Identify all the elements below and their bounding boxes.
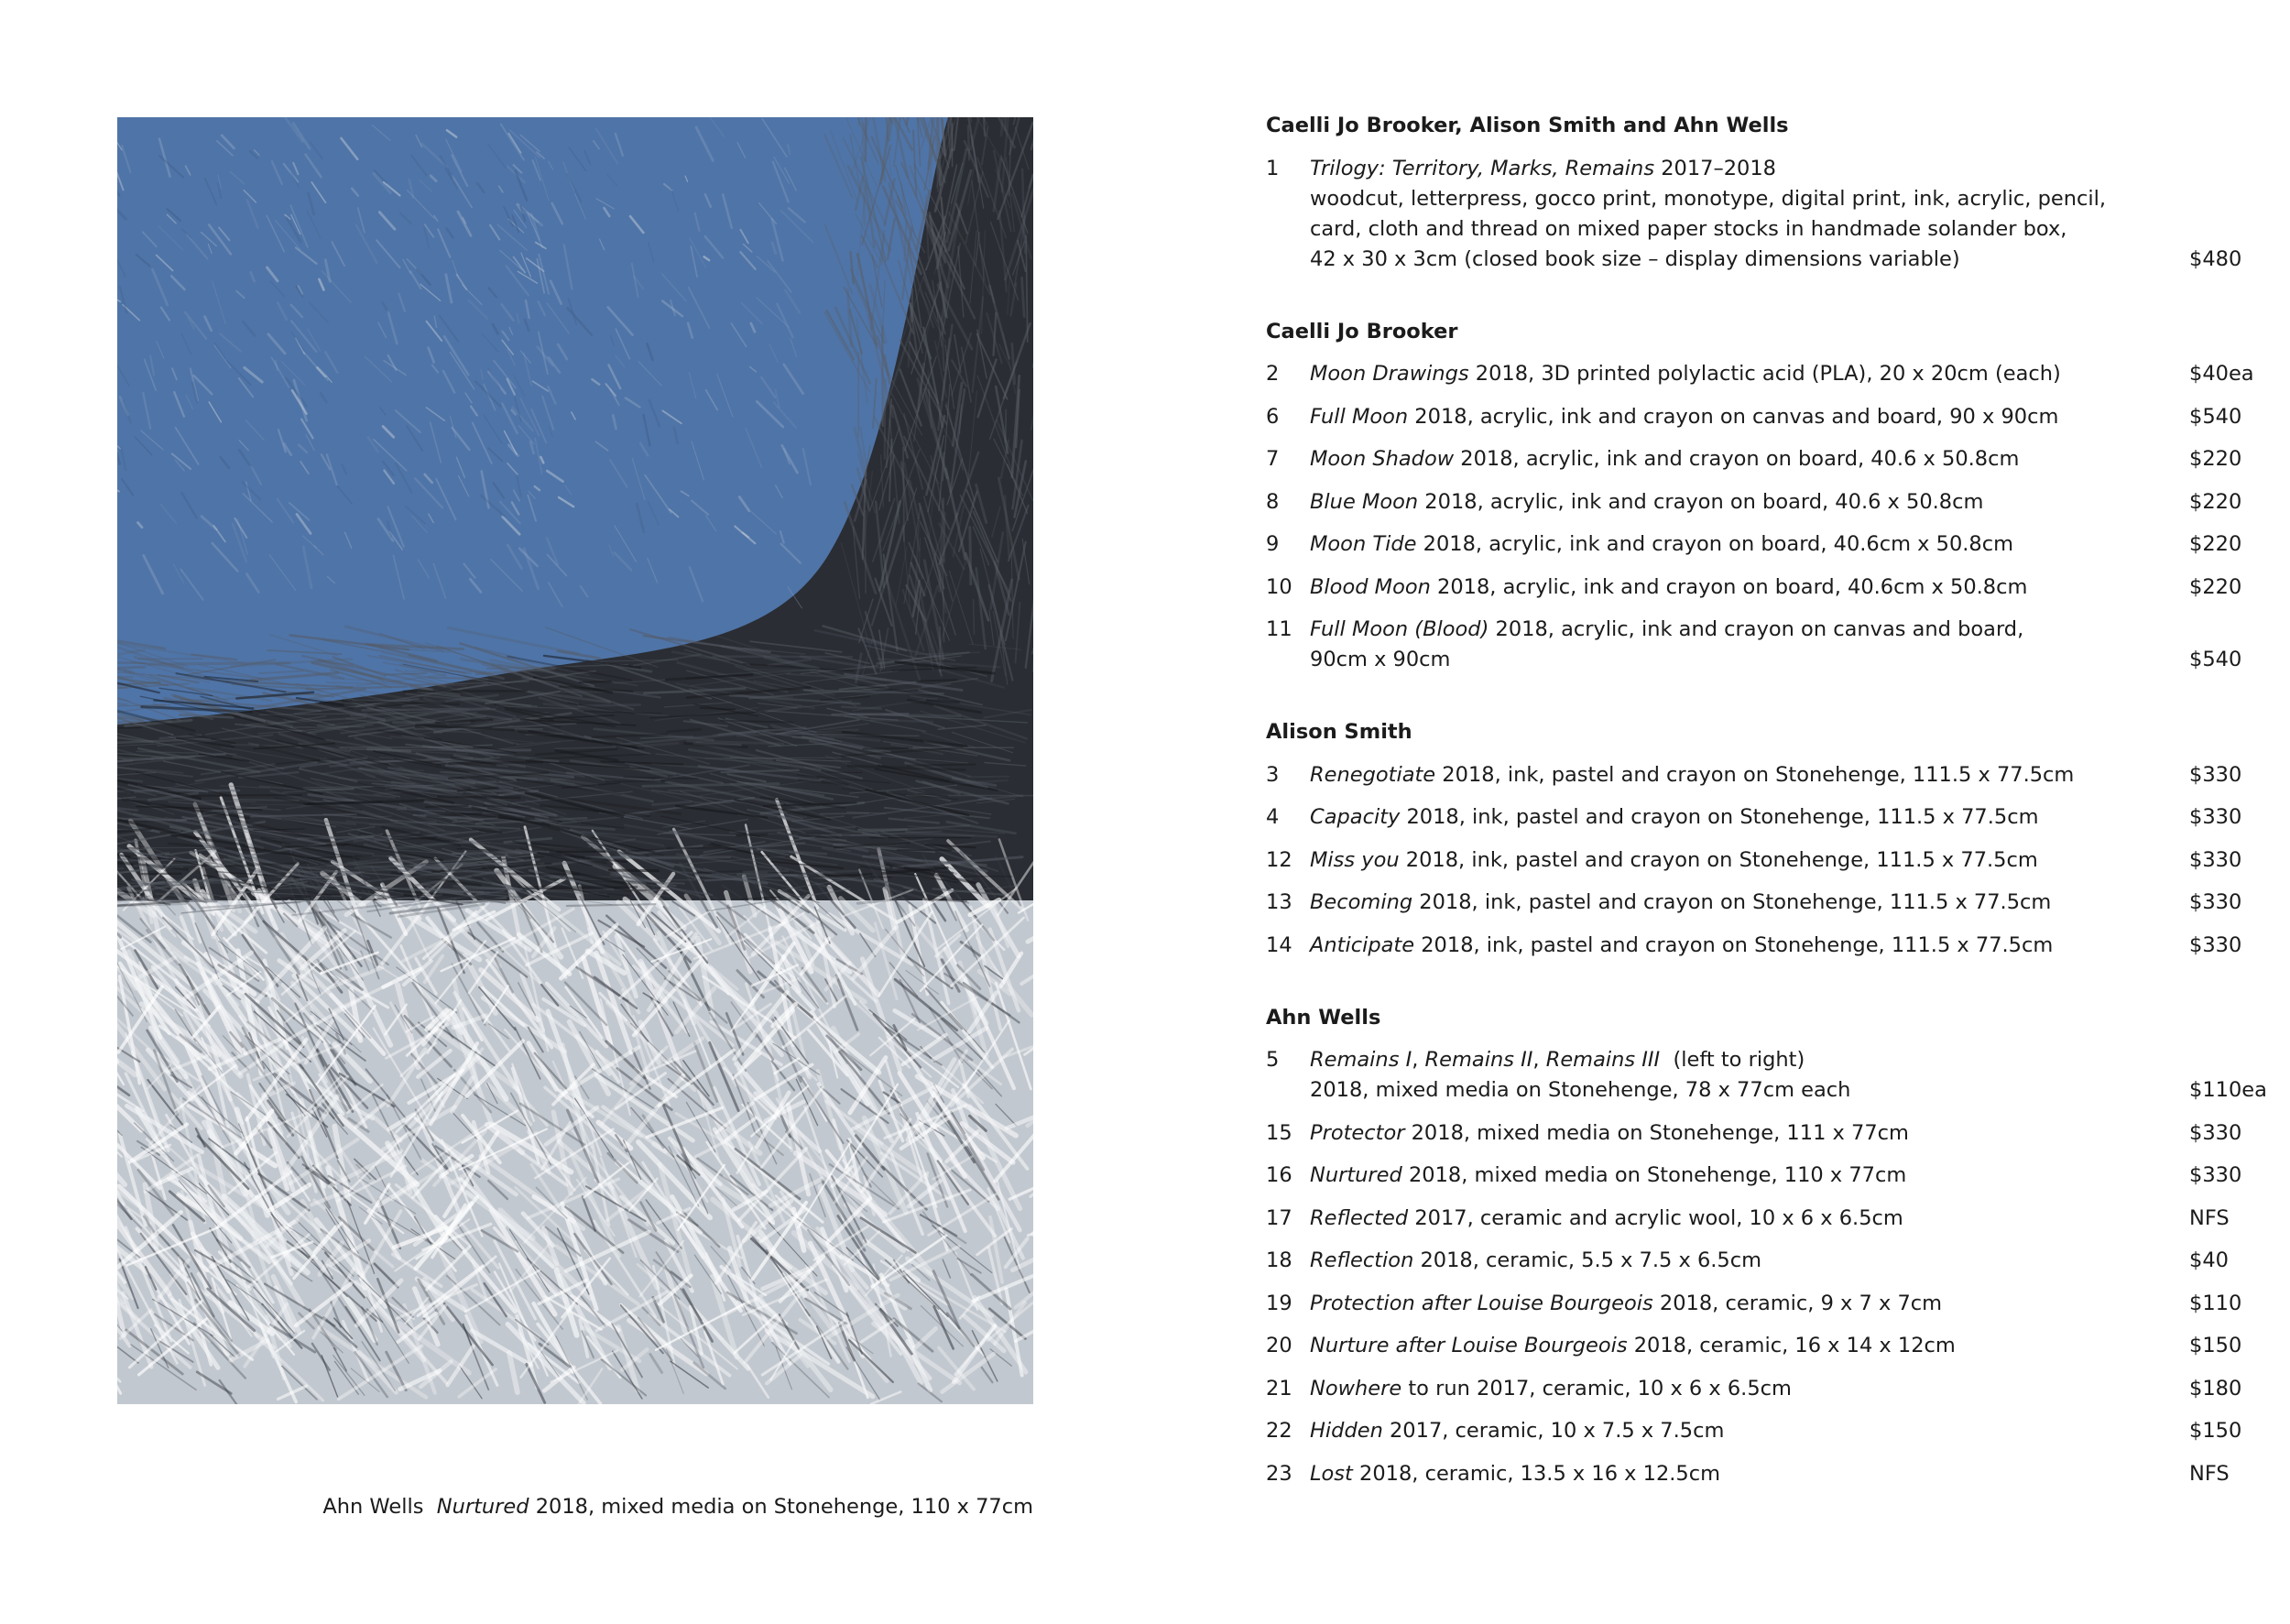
section-ahn-wells (1266, 1003, 2274, 1489)
item-title: Renegotiate (1310, 762, 1436, 787)
item-separator: , (1532, 1048, 1546, 1072)
caption-title: Nurtured (436, 1495, 529, 1519)
item-details: 2017, ceramic, 10 x 7.5 x 7.5cm (1382, 1419, 1725, 1443)
list-item (1266, 1459, 2274, 1489)
price-list (1266, 111, 2274, 1501)
item-title: Remains II (1424, 1048, 1533, 1072)
item-description (1310, 487, 2189, 518)
item-number: 7 (1266, 447, 1280, 471)
item-title: Protection after Louise Bourgeois (1310, 1291, 1653, 1315)
item-number: 6 (1266, 404, 1280, 429)
item-details: 2018, ceramic, 16 x 14 x 12cm (1627, 1334, 1956, 1357)
item-details: to run 2017, ceramic, 10 x 6 x 6.5cm (1401, 1376, 1792, 1401)
item-description (1310, 444, 2189, 474)
item-details: 2018, mixed media on Stonehenge, 110 x 77cm (1401, 1163, 1907, 1187)
list-item (1266, 402, 2274, 432)
item-title: Trilogy: Territory, Marks, Remains (1310, 156, 1655, 180)
item-description (1310, 1045, 2189, 1106)
item-number: 23 (1266, 1461, 1292, 1486)
section-group (1266, 111, 2274, 275)
item-details: 2018, ceramic, 9 x 7 x 7cm (1652, 1291, 1943, 1315)
list-item (1266, 487, 2274, 518)
item-details: 2017–2018 (1654, 156, 1776, 180)
item-price: $330 (2189, 890, 2242, 914)
item-number: 3 (1266, 762, 1280, 787)
caption-artist: Ahn Wells (322, 1495, 424, 1519)
item-title: Anticipate (1310, 932, 1415, 957)
item-number: 19 (1266, 1291, 1292, 1315)
item-description (1310, 802, 2189, 833)
item-details: 2018, acrylic, ink and crayon on board, 40.6 x 50.8cm (1454, 447, 2020, 471)
list-item (1266, 1204, 2274, 1234)
item-title: Hidden (1310, 1419, 1383, 1443)
item-description (1310, 615, 2189, 675)
item-details: 2018, acrylic, ink and crayon on board, 40.6cm x 50.8cm (1430, 574, 2028, 599)
item-details: 2018, ceramic, 5.5 x 7.5 x 6.5cm (1413, 1248, 1762, 1272)
item-price: NFS (2189, 1461, 2230, 1486)
section-caelli-jo-brooker (1266, 317, 2274, 676)
item-details: 2017, ceramic and acrylic wool, 10 x 6 x 6.5cm (1408, 1205, 1903, 1230)
section-alison-smith (1266, 717, 2274, 961)
item-description (1310, 402, 2189, 432)
item-description (1310, 1204, 2189, 1234)
item-details: 2018, ink, pastel and crayon on Stonehenge, 111.5 x 77.5cm (1435, 762, 2075, 787)
item-title: Nowhere (1310, 1376, 1402, 1401)
item-description (1310, 1459, 2189, 1489)
section-heading: Caelli Jo Brooker (1266, 319, 1458, 343)
item-number: 16 (1266, 1163, 1292, 1187)
item-number: 22 (1266, 1419, 1292, 1443)
item-price: $220 (2189, 532, 2242, 556)
item-description (1310, 1374, 2189, 1404)
item-title: Blue Moon (1310, 489, 1419, 514)
list-item (1266, 1045, 2274, 1106)
item-description (1310, 529, 2189, 560)
item-title: Remains I (1310, 1048, 1412, 1072)
item-title: Lost (1310, 1461, 1353, 1486)
item-price: $40ea (2189, 362, 2254, 386)
item-description (1310, 888, 2189, 918)
item-description (1310, 1118, 2189, 1149)
item-details: 2018, ink, pastel and crayon on Stonehenge, 111.5 x 77.5cm (1399, 847, 2038, 872)
item-title: Miss you (1310, 847, 1400, 872)
item-title: Protector (1310, 1120, 1405, 1145)
item-description (1310, 154, 2189, 275)
item-description (1310, 760, 2189, 790)
item-details: 2018, acrylic, ink and crayon on canvas and board, 90 x 90cm (1408, 404, 2059, 429)
item-description (1310, 1416, 2189, 1446)
item-description (1310, 1246, 2189, 1276)
item-title: Reflected (1310, 1205, 1409, 1230)
item-number: 21 (1266, 1376, 1292, 1401)
list-item (1266, 615, 2274, 675)
item-price: NFS (2189, 1205, 2230, 1230)
item-price: $150 (2189, 1334, 2242, 1357)
item-price: $220 (2189, 447, 2242, 471)
item-details: 2018, acrylic, ink and crayon on board, 40.6 x 50.8cm (1418, 489, 1984, 514)
item-details: 2018, mixed media on Stonehenge, 111 x 77cm (1404, 1120, 1909, 1145)
item-price: $220 (2189, 574, 2242, 599)
item-separator: , (1412, 1048, 1425, 1072)
item-number: 20 (1266, 1334, 1292, 1357)
item-price: $110ea (2189, 1078, 2267, 1102)
item-price: $330 (2189, 1163, 2242, 1187)
item-details: (left to right) (1660, 1048, 1805, 1072)
item-title: Nurture after Louise Bourgeois (1310, 1334, 1628, 1357)
item-description (1310, 1161, 2189, 1191)
item-number: 13 (1266, 890, 1292, 914)
artwork-image (117, 117, 1033, 1404)
list-item (1266, 1161, 2274, 1191)
list-item (1266, 1246, 2274, 1276)
list-item (1266, 1416, 2274, 1446)
item-details: 2018, ink, pastel and crayon on Stonehenge, 111.5 x 77.5cm (1412, 890, 2052, 914)
caption-details: 2018, mixed media on Stonehenge, 110 x 77cm (535, 1495, 1033, 1519)
item-title: Moon Shadow (1310, 447, 1455, 471)
item-details: 2018, acrylic, ink and crayon on canvas and board, (1488, 617, 2024, 641)
item-price: $220 (2189, 489, 2242, 514)
item-title: Moon Drawings (1310, 362, 1469, 386)
list-item (1266, 1331, 2274, 1361)
item-title: Full Moon (Blood) (1310, 617, 1489, 641)
list-item (1266, 931, 2274, 961)
item-price: $540 (2189, 404, 2242, 429)
list-item (1266, 572, 2274, 603)
item-price: $330 (2189, 805, 2242, 829)
item-title: Capacity (1310, 805, 1401, 829)
item-number: 1 (1266, 156, 1280, 180)
item-number: 14 (1266, 932, 1292, 957)
item-details-line: 2018, mixed media on Stonehenge, 78 x 77cm each (1310, 1078, 1851, 1102)
list-item (1266, 529, 2274, 560)
item-price: $330 (2189, 847, 2242, 872)
section-heading: Alison Smith (1266, 720, 1412, 744)
item-number: 2 (1266, 362, 1280, 386)
list-item (1266, 1374, 2274, 1404)
item-number: 8 (1266, 489, 1280, 514)
list-item (1266, 444, 2274, 474)
item-number: 5 (1266, 1048, 1280, 1072)
list-item (1266, 1118, 2274, 1149)
item-number: 15 (1266, 1120, 1292, 1145)
item-number: 17 (1266, 1205, 1292, 1230)
item-details: 2018, acrylic, ink and crayon on board, 40.6cm x 50.8cm (1416, 532, 2014, 556)
list-item (1266, 845, 2274, 876)
item-title: Moon Tide (1310, 532, 1417, 556)
item-price: $330 (2189, 1120, 2242, 1145)
item-description (1310, 845, 2189, 876)
item-title: Blood Moon (1310, 574, 1431, 599)
item-title: Reflection (1310, 1248, 1414, 1272)
item-details-line: 90cm x 90cm (1310, 648, 1451, 671)
item-number: 10 (1266, 574, 1292, 599)
item-description (1310, 1331, 2189, 1361)
item-price: $330 (2189, 762, 2242, 787)
section-heading: Ahn Wells (1266, 1005, 1381, 1030)
list-item (1266, 359, 2274, 389)
item-description (1310, 931, 2189, 961)
item-details-line: woodcut, letterpress, gocco print, monotype, digital print, ink, acrylic, pencil, (1310, 186, 2106, 211)
item-details-line: 42 x 30 x 3cm (closed book size – display dimensions variable) (1310, 246, 1960, 271)
item-number: 18 (1266, 1248, 1292, 1272)
item-price: $540 (2189, 648, 2242, 671)
list-item (1266, 888, 2274, 918)
item-price: $110 (2189, 1291, 2242, 1315)
item-number: 12 (1266, 847, 1292, 872)
item-price: $480 (2189, 246, 2242, 271)
item-number: 9 (1266, 532, 1280, 556)
item-details-line: card, cloth and thread on mixed paper stocks in handmade solander box, (1310, 216, 2067, 241)
list-item (1266, 760, 2274, 790)
item-details: 2018, 3D printed polylactic acid (PLA), 20 x 20cm (each) (1468, 362, 2061, 386)
item-details: 2018, ink, pastel and crayon on Stonehenge, 111.5 x 77.5cm (1400, 805, 2039, 829)
item-title: Becoming (1310, 890, 1413, 914)
item-price: $180 (2189, 1376, 2242, 1401)
item-description (1310, 359, 2189, 389)
item-title: Full Moon (1310, 404, 1409, 429)
item-description (1310, 572, 2189, 603)
list-item (1266, 1289, 2274, 1319)
item-number: 4 (1266, 805, 1280, 829)
item-price: $330 (2189, 932, 2242, 957)
item-price: $150 (2189, 1419, 2242, 1443)
item-details: 2018, ceramic, 13.5 x 16 x 12.5cm (1352, 1461, 1721, 1486)
list-item (1266, 802, 2274, 833)
item-title: Remains III (1545, 1048, 1661, 1072)
item-price: $40 (2189, 1248, 2229, 1272)
item-description (1310, 1289, 2189, 1319)
artwork-caption (117, 1493, 1033, 1520)
item-number: 11 (1266, 617, 1292, 641)
section-heading: Caelli Jo Brooker, Alison Smith and Ahn Wells (1266, 114, 1789, 137)
list-item (1266, 154, 2274, 275)
item-title: Nurtured (1310, 1163, 1402, 1187)
item-details: 2018, ink, pastel and crayon on Stonehenge, 111.5 x 77.5cm (1414, 932, 2054, 957)
